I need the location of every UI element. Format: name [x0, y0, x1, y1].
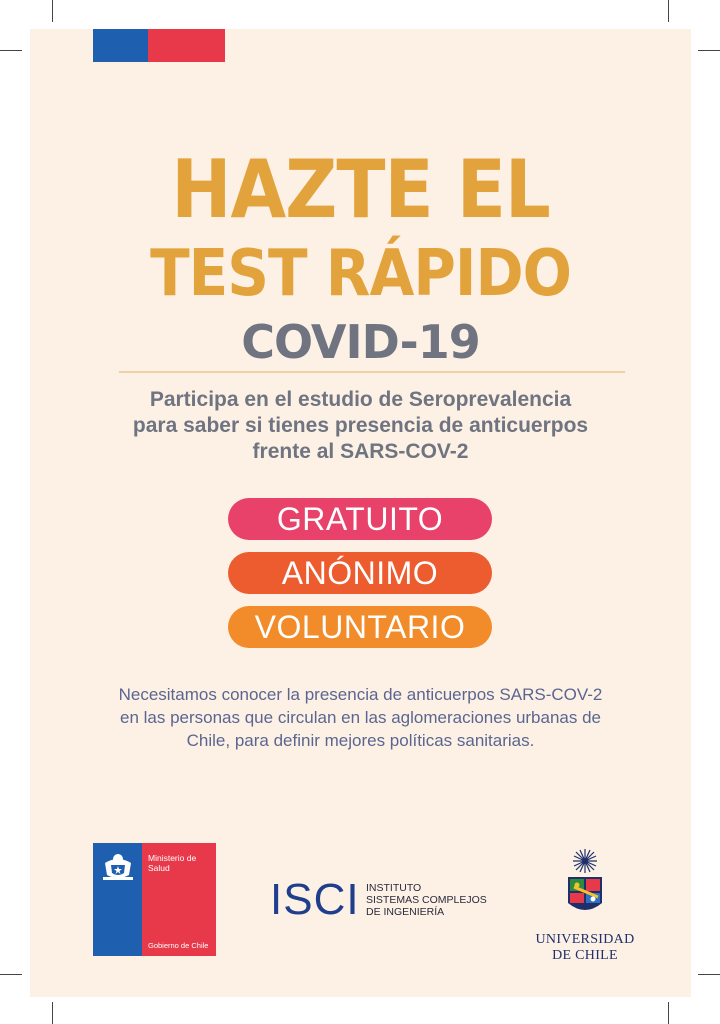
crop-mark [668, 0, 669, 22]
headline-line-2: TEST RÁPIDO [150, 235, 571, 311]
crop-mark [698, 974, 720, 975]
isci-line-1: INSTITUTO [366, 882, 422, 894]
flag-stripe-blue [93, 29, 148, 62]
chile-coat-of-arms-icon [97, 849, 139, 885]
subtitle-line-1: Participa en el estudio de Seroprevalencia [149, 388, 572, 411]
minsal-line-2: Salud [148, 863, 170, 873]
crop-mark [52, 1002, 53, 1024]
minsal-logo [93, 843, 216, 956]
subtitle-line-3: frente al SARS-COV-2 [252, 440, 469, 463]
uchile-logo [520, 847, 650, 967]
body-line-2: en las personas que circulan en las aglomeraciones urbanas de [119, 708, 602, 727]
crop-mark [668, 1002, 669, 1024]
crop-mark [698, 50, 720, 51]
headline-line-1: HAZTE EL [171, 141, 550, 237]
pill-voluntario: VOLUNTARIO [228, 606, 492, 648]
subtitle-line-2: para saber si tienes presencia de anticuerpos [132, 414, 589, 437]
pill-gratuito: GRATUITO [228, 498, 492, 540]
crop-mark [0, 974, 22, 975]
flag-stripe-red [148, 29, 225, 62]
uchile-line-1: UNIVERSIDAD [535, 932, 635, 947]
crop-mark [52, 0, 53, 22]
divider [119, 371, 625, 373]
isci-line-2: SISTEMAS COMPLEJOS [366, 894, 487, 906]
pill-anonimo: ANÓNIMO [228, 552, 492, 594]
isci-wordmark: ISCI [270, 875, 360, 924]
crop-mark [0, 50, 22, 51]
body-line-1: Necesitamos conocer la presencia de anticuerpos SARS-COV-2 [118, 685, 603, 704]
headline-covid: COVID-19 [241, 315, 480, 369]
uchile-line-2: DE CHILE [552, 948, 618, 963]
isci-line-3: DE INGENIERÍA [366, 906, 445, 918]
minsal-line-1: Ministerio de [148, 853, 197, 863]
uchile-crest-icon [560, 847, 610, 919]
body-line-3: Chile, para definir mejores políticas sanitarias. [186, 731, 535, 750]
minsal-footer: Gobierno de Chile [148, 941, 209, 950]
poster [30, 29, 691, 997]
